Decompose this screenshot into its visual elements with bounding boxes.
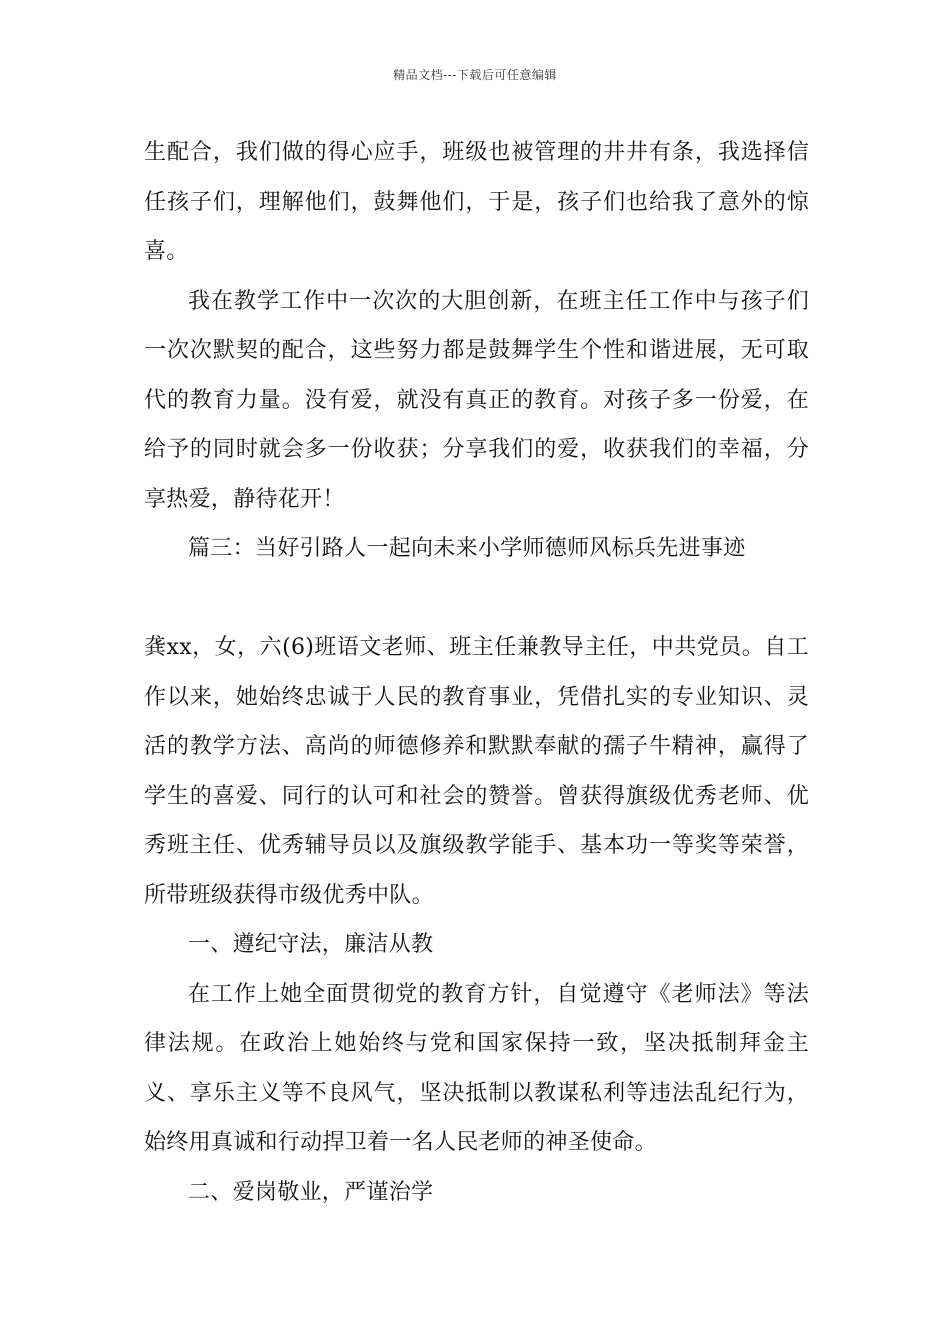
page-header: 精品文档---下载后可任意编辑 xyxy=(393,68,557,82)
paragraph-teacher-intro: 龚xx，女，六(6)班语文老师、班主任兼教导主任，中共党员。自工作以来，她始终忠诚于人民的教育事业，凭借扎实的专业知识、灵活的教学方法、高尚的师德修养和默默奉献的孺子牛精神，赢得了学生的喜爱、同行的认可和社会的赞誉。曾获得旗级优秀老师、优秀班主任、优秀辅导员以及旗级教学能手、基本功一等奖等荣誉，所带班级获得市级优秀中队。 xyxy=(144,635,809,908)
subheading-law-abiding: 一、遵纪守法，廉洁从教 xyxy=(188,932,434,957)
subheading-dedication: 二、爱岗敬业，严谨治学 xyxy=(188,1179,434,1205)
paragraph-teaching-innovation: 我在教学工作中一次次的大胆创新，在班主任工作中与孩子们一次次默契的配合，这些努力都是鼓舞学生个性和谐进展，无可取代的教育力量。没有爱，就没有真正的教育。对孩子多一份爱，在给予的同时就会多一份收获；分享我们的爱，收获我们的幸福，分享热爱，静待花开！ xyxy=(144,288,809,512)
blank-line xyxy=(144,574,809,624)
section-title-part-three: 篇三：当好引路人一起向未来小学师德师风标兵先进事迹 xyxy=(188,536,746,561)
document-body xyxy=(144,128,809,1217)
paragraph-law-abiding: 在工作上她全面贯彻党的教育方针，自觉遵守《老师法》等法律法规。在政治上她始终与党和国家保持一致，坚决抵制拜金主义、享乐主义等不良风气，坚决抵制以教谋私利等违法乱纪行为，始终用真诚和行动捍卫着一名人民老师的神圣使命。 xyxy=(144,981,809,1155)
paragraph-continuation: 生配合，我们做的得心应手，班级也被管理的井井有条，我选择信任孩子们，理解他们，鼓舞他们，于是，孩子们也给我了意外的惊喜。 xyxy=(144,140,809,264)
